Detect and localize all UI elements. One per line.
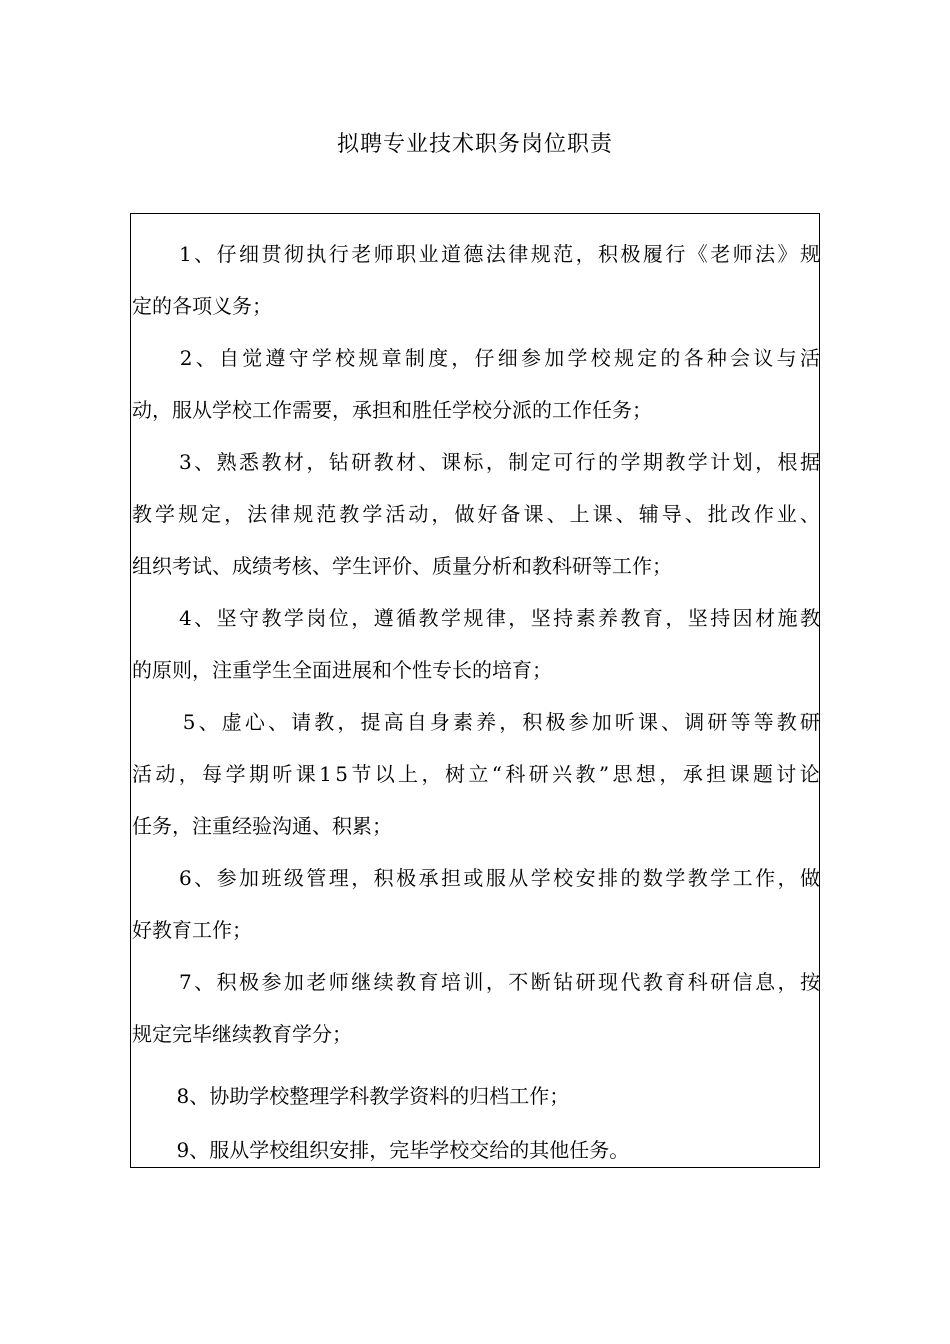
duties-table-cell xyxy=(130,213,820,1168)
duty-text-line: 动，服从学校工作需要，承担和胜任学校分派的工作任务； xyxy=(132,398,652,422)
duty-text-line: 任务，注重经验沟通、积累； xyxy=(132,814,392,838)
duty-text-line: 活 动 ， 每 学 期 听 课 1 5 节 以 上 ， 树 立 “ 科 研 兴 教 ” 思 想 ， 承 担 课 题 讨 论 xyxy=(132,762,820,786)
duty-text-line: 1 、 仔 细 贯 彻 执 行 老 师 职 业 道 德 法 律 规 范 ， 积 极 履 行 《 老 师 法 》 规 xyxy=(178,242,820,266)
duty-text-line: 的原则，注重学生全面进展和个性专长的培育； xyxy=(132,658,552,682)
duty-text-line: 教 学 规 定 ， 法 律 规 范 教 学 活 动 ， 做 好 备 课 、 上 课 、 辅 导 、 批 改 作 业 、 xyxy=(132,502,820,526)
duty-text-line: 8、协助学校整理学科教学资料的归档工作； xyxy=(132,1084,570,1108)
duty-text-line: 2 、 自 觉 遵 守 学 校 规 章 制 度 ， 仔 细 参 加 学 校 规 定 的 各 种 会 议 与 活 xyxy=(179,346,820,370)
duty-text-line: 6 、 参 加 班 级 管 理 ， 积 极 承 担 或 服 从 学 校 安 排 的 数 学 教 学 工 作 ， 做 xyxy=(178,866,820,890)
duty-text-line: 定的各项义务； xyxy=(132,294,272,318)
duty-text-line: 9、服从学校组织安排，完毕学校交给的其他任务。 xyxy=(132,1138,630,1162)
duty-text-line: 组织考试、成绩考核、学生评价、质量分析和教科研等工作； xyxy=(132,554,672,578)
duty-text-line: 好教育工作； xyxy=(132,918,252,942)
page-title: 拟聘专业技术职务岗位职责 xyxy=(336,132,613,157)
duty-text-line: 规定完毕继续教育学分； xyxy=(132,1022,352,1046)
duty-text-line: 7 、 积 极 参 加 老 师 继 续 教 育 培 训 ， 不 断 钻 研 现 代 教 育 科 研 信 息 ， 按 xyxy=(178,970,820,994)
duty-text-line: 5 、 虚 心 、 请 教 ， 提 高 自 身 素 养 ， 积 极 参 加 听 课 、 调 研 等 等 教 研 xyxy=(182,710,820,734)
duty-text-line: 4 、 坚 守 教 学 岗 位 ， 遵 循 教 学 规 律 ， 坚 持 素 养 教 育 ， 坚 持 因 材 施 教 xyxy=(178,606,820,630)
duty-text-line: 3 、 熟 悉 教 材 ， 钻 研 教 材 、 课 标 ， 制 定 可 行 的 学 期 教 学 计 划 ， 根 据 xyxy=(178,450,820,474)
